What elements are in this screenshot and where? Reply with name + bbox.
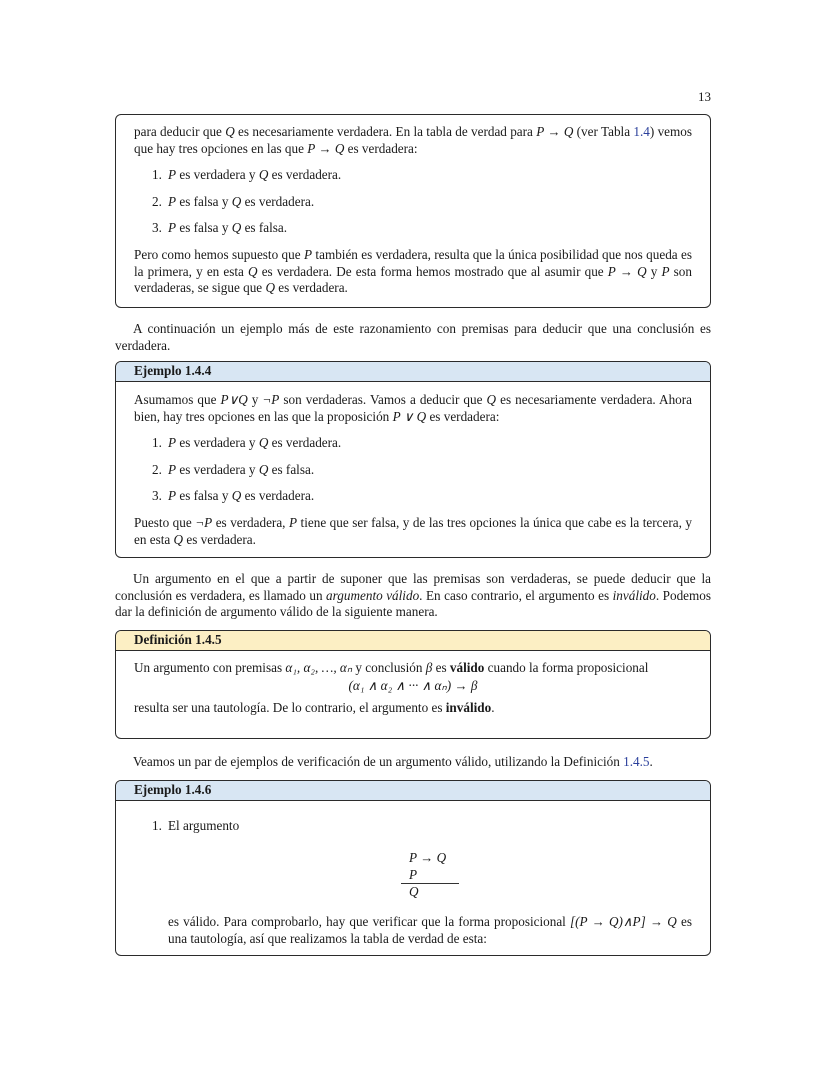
box1-list (134, 167, 692, 237)
paragraph-valid-argument: Un argumento en el que a partir de suponer que las premisas son verdaderas, se puede deducir que la conclusión es verdadera, es llamado un argumento válido. En caso contrario, el argumento es inválido. Podemos dar la definición de argumento válido de la siguiente manera. (115, 571, 711, 620)
paragraph-intro-example: A continuación un ejemplo más de este razonamiento con premisas para deducir que una conclusión es verdadera. (115, 321, 711, 353)
list-item: 3. P es falsa y Q es verdadera. (152, 488, 315, 504)
premise-2: P (409, 866, 418, 882)
conclusion: Q (409, 884, 419, 900)
list-item: 1. El argumento (152, 818, 240, 833)
argument-schema (409, 850, 469, 901)
page-number: 13 (698, 89, 711, 104)
definition-box-1-4-5 (115, 630, 711, 739)
premise-1: P → Q (409, 850, 447, 865)
example144-list (134, 435, 692, 505)
list-item: 3. P es falsa y Q es falsa. (152, 220, 288, 236)
list-item: 1. P es verdadera y Q es verdadera. (152, 435, 342, 451)
example-title: Ejemplo 1.4.4 (116, 362, 710, 382)
box1-closing: Pero como hemos supuesto que P también es verdadera, resulta que la única posibilidad que nos queda es la primera, y en esta Q es verdadera. De esta forma hemos mostrado que al asumir que P → Q y P son verdaderas, se sigue que Q es verdadera. (134, 246, 692, 296)
list-item: 2. P es verdadera y Q es falsa. (152, 461, 315, 477)
list-item: 1. P es verdadera y Q es verdadera. (152, 167, 342, 183)
definition-line2: resulta ser una tautología. De lo contrario, el argumento es inválido. (134, 700, 495, 716)
paragraph-examples-intro: Veamos un par de ejemplos de verificación de un argumento válido, utilizando la Definición 1.4.5. (133, 754, 653, 769)
continued-box (115, 114, 711, 308)
definition-title: Definición 1.4.5 (116, 631, 710, 651)
definition-link[interactable]: 1.4.5 (623, 754, 650, 769)
definition-line1: Un argumento con premisas α₁, α₂, …, αₙ y conclusión β es válido cuando la forma proposicional (134, 660, 649, 675)
example-box-1-4-6 (115, 780, 711, 956)
example146-text: es válido. Para comprobarlo, hay que verificar que la forma proposicional [(P → Q)∧P] → Q es una tautología, así que realizamos la tabla de verdad de esta: (168, 914, 692, 946)
example144-intro: Asumamos que P∨Q y ¬P son verdaderas. Vamos a deducir que Q es necesariamente verdadera. Ahora bien, hay tres opciones en las que la proposición P ∨ Q es verdadera: (134, 392, 693, 424)
example-box-1-4-4 (115, 361, 711, 558)
box1-intro: para deducir que Q es necesariamente verdadera. En la tabla de verdad para P → Q (ver Tabla 1.4) vemos que hay tres opciones en las que P → Q es verdadera: (134, 124, 693, 156)
example-title: Ejemplo 1.4.6 (116, 781, 710, 801)
list-item: 2. P es falsa y Q es verdadera. (152, 193, 315, 209)
table-link[interactable]: 1.4 (633, 124, 650, 139)
definition-formula: (α₁ ∧ α₂ ∧ ··· ∧ αₙ) → β (348, 677, 478, 693)
example144-closing: Puesto que ¬P es verdadera, P tiene que ser falsa, y de las tres opciones la única que cabe es la tercera, y en esta Q es verdadera. (134, 514, 692, 547)
